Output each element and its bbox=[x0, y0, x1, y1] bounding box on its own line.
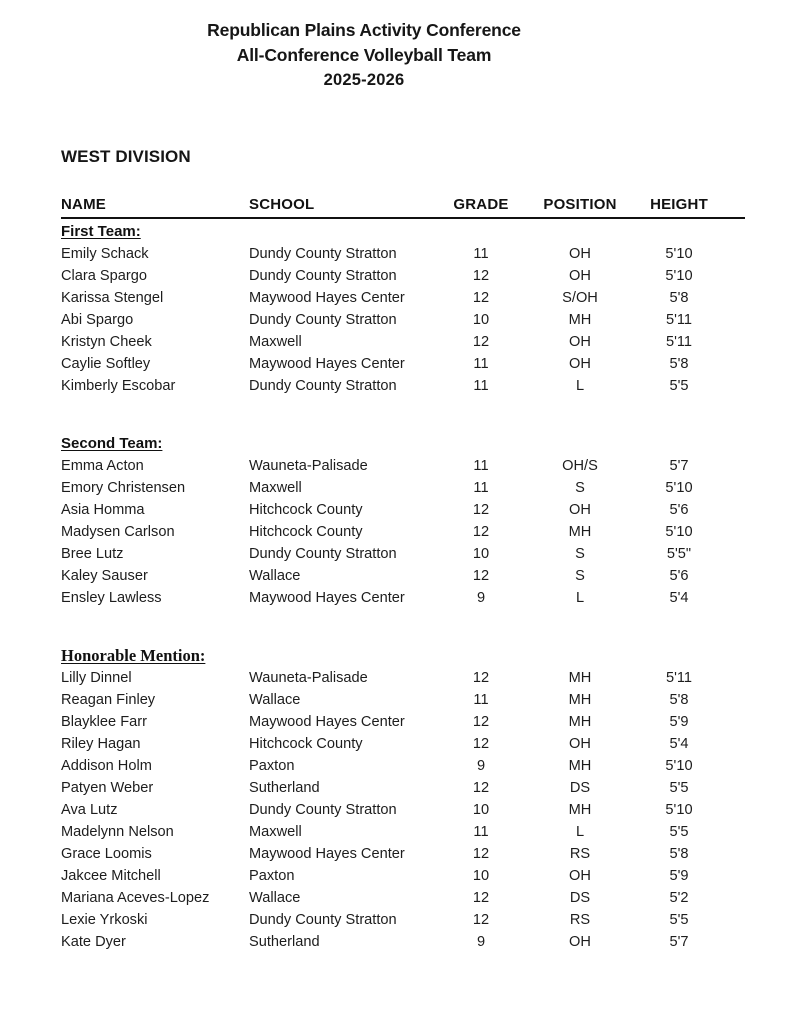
table-row bbox=[61, 711, 745, 733]
table-row bbox=[61, 909, 745, 931]
cell-position: RS bbox=[569, 846, 591, 862]
table-row bbox=[61, 455, 745, 477]
cell-height: 5'10 bbox=[665, 268, 693, 284]
cell-height: 5'7 bbox=[669, 458, 689, 474]
cell-grade: 10 bbox=[472, 802, 490, 818]
cell-name: Madelynn Nelson bbox=[61, 824, 174, 840]
section-heading-label: Second Team: bbox=[61, 435, 163, 452]
cell-position: MH bbox=[568, 670, 592, 686]
cell-grade: 12 bbox=[472, 780, 490, 796]
cell-height: 5'8 bbox=[669, 846, 689, 862]
cell-grade: 12 bbox=[472, 268, 490, 284]
table-row bbox=[61, 689, 745, 711]
cell-grade: 11 bbox=[473, 246, 489, 262]
cell-school: Maywood Hayes Center bbox=[249, 356, 405, 372]
cell-position: L bbox=[575, 824, 585, 840]
section-spacer bbox=[61, 609, 745, 645]
cell-height: 5'9 bbox=[669, 714, 689, 730]
cell-grade: 10 bbox=[472, 546, 490, 562]
table-row bbox=[61, 843, 745, 865]
all-conference-table bbox=[61, 194, 745, 953]
cell-name: Bree Lutz bbox=[61, 546, 124, 562]
cell-grade: 12 bbox=[472, 502, 490, 518]
cell-school: Dundy County Stratton bbox=[249, 246, 397, 262]
section-heading bbox=[61, 645, 745, 667]
cell-position: OH bbox=[569, 502, 591, 518]
cell-school: Dundy County Stratton bbox=[249, 546, 397, 562]
table-row bbox=[61, 309, 745, 331]
title-line-season: 2025-2026 bbox=[323, 71, 405, 89]
cell-position: OH bbox=[569, 334, 591, 350]
table-row bbox=[61, 287, 745, 309]
cell-position: OH bbox=[569, 268, 591, 284]
cell-position: OH bbox=[569, 868, 591, 884]
cell-grade: 12 bbox=[472, 890, 490, 906]
cell-school: Maywood Hayes Center bbox=[249, 714, 405, 730]
cell-name: Asia Homma bbox=[61, 502, 145, 518]
cell-height: 5'11 bbox=[665, 334, 693, 350]
cell-position: OH/S bbox=[562, 458, 598, 474]
cell-position: L bbox=[575, 378, 585, 394]
table-row bbox=[61, 543, 745, 565]
cell-school: Dundy County Stratton bbox=[249, 802, 397, 818]
cell-position: S bbox=[575, 546, 585, 562]
cell-school: Maxwell bbox=[249, 334, 302, 350]
cell-name: Ensley Lawless bbox=[61, 590, 162, 606]
cell-grade: 11 bbox=[473, 824, 489, 840]
table-row bbox=[61, 565, 745, 587]
cell-height: 5'4 bbox=[669, 590, 689, 606]
table-row bbox=[61, 331, 745, 353]
cell-height: 5'6 bbox=[669, 502, 689, 518]
cell-height: 5'11 bbox=[665, 670, 693, 686]
section-heading-label: Honorable Mention: bbox=[61, 646, 206, 665]
cell-height: 5'8 bbox=[669, 356, 689, 372]
cell-name: Mariana Aceves-Lopez bbox=[61, 890, 210, 906]
cell-height: 5'10 bbox=[665, 246, 693, 262]
cell-school: Paxton bbox=[249, 758, 295, 774]
cell-school: Hitchcock County bbox=[249, 502, 363, 518]
cell-grade: 12 bbox=[472, 290, 490, 306]
cell-name: Reagan Finley bbox=[61, 692, 156, 708]
cell-school: Maywood Hayes Center bbox=[249, 590, 405, 606]
table-row bbox=[61, 375, 745, 397]
cell-position: S bbox=[575, 568, 585, 584]
cell-grade: 12 bbox=[472, 334, 490, 350]
cell-grade: 12 bbox=[472, 670, 490, 686]
cell-grade: 12 bbox=[472, 714, 490, 730]
table-row bbox=[61, 777, 745, 799]
document-title bbox=[0, 18, 728, 93]
table-row bbox=[61, 667, 745, 689]
cell-name: Riley Hagan bbox=[61, 736, 141, 752]
cell-height: 5'5 bbox=[669, 378, 689, 394]
cell-position: MH bbox=[568, 714, 592, 730]
cell-position: S/OH bbox=[562, 290, 598, 306]
cell-school: Hitchcock County bbox=[249, 736, 363, 752]
cell-school: Dundy County Stratton bbox=[249, 268, 397, 284]
cell-height: 5'10 bbox=[665, 524, 693, 540]
cell-position: DS bbox=[569, 890, 591, 906]
cell-name: Patyen Weber bbox=[61, 780, 154, 796]
column-header-name: NAME bbox=[61, 196, 106, 213]
cell-school: Dundy County Stratton bbox=[249, 312, 397, 328]
cell-position: RS bbox=[569, 912, 591, 928]
cell-grade: 12 bbox=[472, 912, 490, 928]
cell-height: 5'8 bbox=[669, 290, 689, 306]
cell-grade: 11 bbox=[473, 692, 489, 708]
table-row bbox=[61, 499, 745, 521]
cell-name: Lexie Yrkoski bbox=[61, 912, 148, 928]
cell-position: MH bbox=[568, 758, 592, 774]
cell-school: Maywood Hayes Center bbox=[249, 290, 405, 306]
cell-school: Sutherland bbox=[249, 934, 320, 950]
cell-height: 5'5 bbox=[669, 780, 689, 796]
table-row bbox=[61, 865, 745, 887]
cell-name: Grace Loomis bbox=[61, 846, 152, 862]
column-header-grade: GRADE bbox=[453, 196, 509, 213]
cell-name: Emma Acton bbox=[61, 458, 144, 474]
cell-name: Abi Spargo bbox=[61, 312, 134, 328]
cell-school: Hitchcock County bbox=[249, 524, 363, 540]
cell-height: 5'5" bbox=[666, 546, 692, 562]
cell-position: S bbox=[575, 480, 585, 496]
cell-school: Dundy County Stratton bbox=[249, 912, 397, 928]
column-header-school: SCHOOL bbox=[249, 196, 315, 213]
cell-position: DS bbox=[569, 780, 591, 796]
table-row bbox=[61, 755, 745, 777]
cell-height: 5'2 bbox=[669, 890, 689, 906]
cell-position: MH bbox=[568, 692, 592, 708]
cell-name: Caylie Softley bbox=[61, 356, 151, 372]
cell-grade: 11 bbox=[473, 378, 489, 394]
division-heading: WEST DIVISION bbox=[61, 147, 191, 166]
table-row bbox=[61, 521, 745, 543]
table-header-row bbox=[61, 194, 745, 216]
cell-school: Wauneta-Palisade bbox=[249, 670, 368, 686]
table-row bbox=[61, 265, 745, 287]
table-row bbox=[61, 733, 745, 755]
cell-school: Maxwell bbox=[249, 824, 302, 840]
cell-height: 5'10 bbox=[665, 758, 693, 774]
cell-name: Madysen Carlson bbox=[61, 524, 175, 540]
cell-grade: 9 bbox=[476, 934, 486, 950]
cell-position: L bbox=[575, 590, 585, 606]
cell-grade: 10 bbox=[472, 312, 490, 328]
title-line-2: All-Conference Volleyball Team bbox=[236, 45, 492, 65]
cell-school: Wauneta-Palisade bbox=[249, 458, 368, 474]
cell-height: 5'8 bbox=[669, 692, 689, 708]
cell-name: Ava Lutz bbox=[61, 802, 118, 818]
cell-grade: 11 bbox=[473, 356, 489, 372]
cell-grade: 12 bbox=[472, 846, 490, 862]
cell-grade: 12 bbox=[472, 524, 490, 540]
cell-school: Maxwell bbox=[249, 480, 302, 496]
cell-name: Kristyn Cheek bbox=[61, 334, 152, 350]
table-row bbox=[61, 931, 745, 953]
cell-position: MH bbox=[568, 312, 592, 328]
cell-position: MH bbox=[568, 802, 592, 818]
header-rule bbox=[61, 217, 745, 219]
table-row bbox=[61, 821, 745, 843]
cell-height: 5'10 bbox=[665, 480, 693, 496]
cell-height: 5'5 bbox=[669, 824, 689, 840]
cell-name: Kaley Sauser bbox=[61, 568, 148, 584]
section-spacer bbox=[61, 397, 745, 433]
cell-school: Sutherland bbox=[249, 780, 320, 796]
title-line-1: Republican Plains Activity Conference bbox=[207, 20, 521, 40]
cell-grade: 9 bbox=[476, 590, 486, 606]
section-heading-label: First Team: bbox=[61, 223, 141, 240]
table-row bbox=[61, 799, 745, 821]
cell-grade: 12 bbox=[472, 568, 490, 584]
cell-height: 5'9 bbox=[669, 868, 689, 884]
table-body bbox=[61, 221, 745, 953]
cell-school: Wallace bbox=[249, 568, 301, 584]
column-header-height: HEIGHT bbox=[650, 196, 708, 213]
table-row bbox=[61, 477, 745, 499]
cell-name: Blayklee Farr bbox=[61, 714, 147, 730]
cell-name: Karissa Stengel bbox=[61, 290, 164, 306]
cell-name: Jakcee Mitchell bbox=[61, 868, 161, 884]
cell-name: Kimberly Escobar bbox=[61, 378, 176, 394]
section-heading bbox=[61, 221, 745, 243]
column-header-position: POSITION bbox=[543, 196, 617, 213]
cell-name: Lilly Dinnel bbox=[61, 670, 132, 686]
cell-name: Emory Christensen bbox=[61, 480, 186, 496]
table-row bbox=[61, 587, 745, 609]
cell-position: MH bbox=[568, 524, 592, 540]
cell-name: Kate Dyer bbox=[61, 934, 126, 950]
cell-name: Emily Schack bbox=[61, 246, 149, 262]
table-row bbox=[61, 243, 745, 265]
cell-school: Wallace bbox=[249, 890, 301, 906]
table-row bbox=[61, 353, 745, 375]
table-row bbox=[61, 887, 745, 909]
section-heading bbox=[61, 433, 745, 455]
cell-height: 5'11 bbox=[665, 312, 693, 328]
cell-name: Addison Holm bbox=[61, 758, 152, 774]
cell-school: Wallace bbox=[249, 692, 301, 708]
cell-grade: 12 bbox=[472, 736, 490, 752]
cell-position: OH bbox=[569, 736, 591, 752]
cell-position: OH bbox=[569, 246, 591, 262]
cell-height: 5'7 bbox=[669, 934, 689, 950]
cell-height: 5'6 bbox=[669, 568, 689, 584]
cell-school: Paxton bbox=[249, 868, 295, 884]
cell-height: 5'5 bbox=[669, 912, 689, 928]
cell-school: Maywood Hayes Center bbox=[249, 846, 405, 862]
cell-grade: 11 bbox=[473, 458, 489, 474]
cell-position: OH bbox=[569, 934, 591, 950]
cell-position: OH bbox=[569, 356, 591, 372]
cell-grade: 10 bbox=[472, 868, 490, 884]
cell-school: Dundy County Stratton bbox=[249, 378, 397, 394]
cell-grade: 9 bbox=[476, 758, 486, 774]
cell-height: 5'10 bbox=[665, 802, 693, 818]
cell-name: Clara Spargo bbox=[61, 268, 147, 284]
cell-grade: 11 bbox=[473, 480, 489, 496]
cell-height: 5'4 bbox=[669, 736, 689, 752]
